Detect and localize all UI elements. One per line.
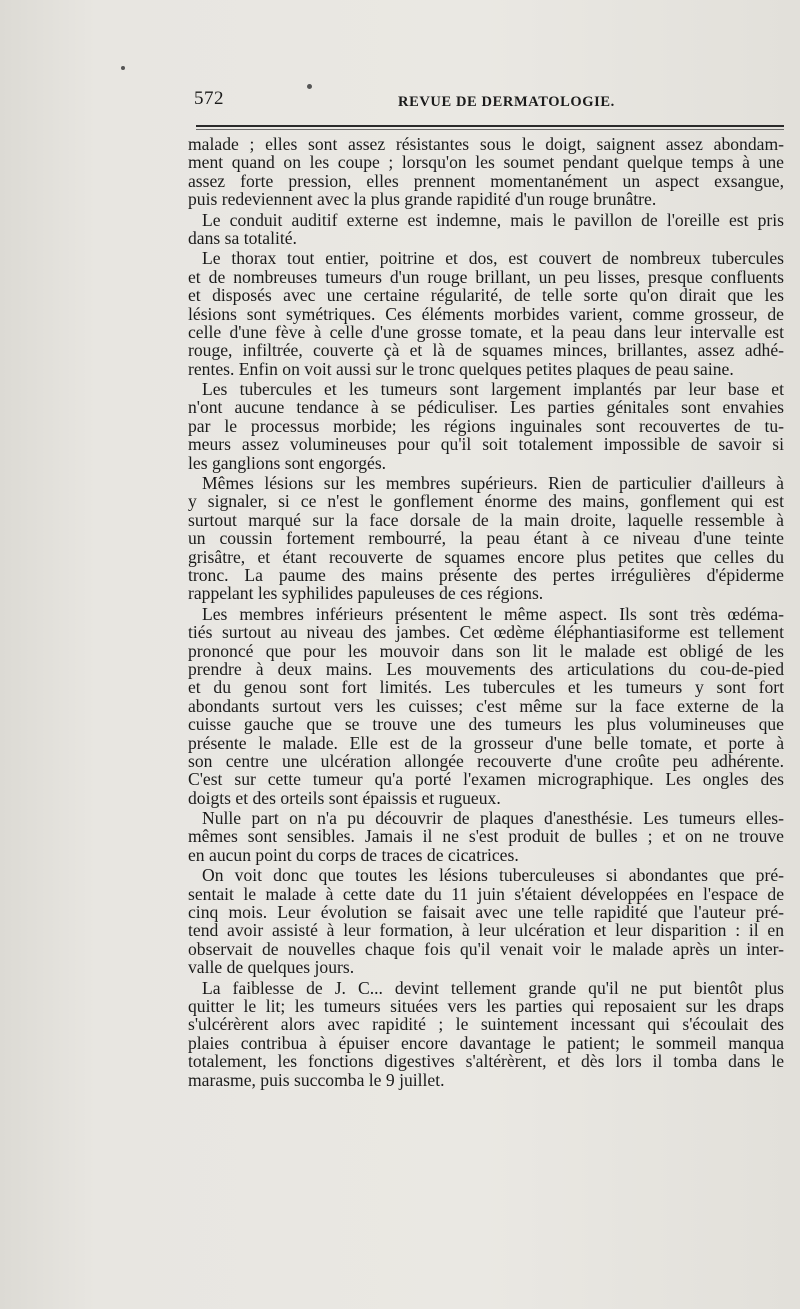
text-line: et disposés avec une certaine régularité, de telle sorte qu'on dirait que les [188, 285, 784, 306]
text-line: C'est sur cette tumeur qu'a porté l'examen micrographique. Les ongles des [188, 769, 784, 790]
header-rule [196, 125, 784, 127]
text-line: tend avoir assisté à leur formation, à leur ulcération et leur disparition : il en [188, 920, 784, 941]
page-number: 572 [194, 88, 224, 109]
text-line: y signaler, si ce n'est le gonflement énorme des mains, gonflement qui est [188, 491, 784, 512]
text-line: et de nombreuses tumeurs d'un rouge brillant, un peu lisses, presque confluents [188, 266, 784, 287]
text-line: La faiblesse de J. C... devint tellement grande qu'il ne put bientôt plus [202, 977, 784, 998]
paragraph [188, 380, 784, 472]
text-line: doigts et des orteils sont épaissis et rugueux. [188, 787, 501, 808]
text-line: mêmes sont sensibles. Jamais il ne s'est produit de bulles ; et on ne trouve [188, 826, 784, 847]
text-line: puis redeviennent avec la plus grande rapidité d'un rouge brunâtre. [188, 189, 657, 210]
text-line: totalement, les fonctions digestives s'altérèrent, et dès lors il tomba dans le [188, 1051, 784, 1072]
text-line: un coussin fortement rembourré, la peau étant à ce niveau d'une teinte [188, 528, 784, 549]
paragraph [188, 249, 784, 378]
page-header [0, 88, 800, 118]
body-text [188, 135, 784, 1089]
text-line: rentes. Enfin on voit aussi sur le tronc quelques petites plaques de peau saine. [188, 358, 734, 379]
paragraph [188, 474, 784, 603]
text-line: rouge, infiltrée, couverte çà et là de squames minces, brillantes, assez adhé- [188, 340, 784, 361]
ink-speck [121, 66, 125, 70]
text-line: Les tubercules et les tumeurs sont largement implantés par leur base et [202, 379, 784, 400]
paragraph [188, 866, 784, 976]
text-line: celle d'une fève à celle d'une grosse tomate, et la peau dans leur intervalle est [188, 321, 784, 342]
paragraph [188, 605, 784, 807]
text-line: malade ; elles sont assez résistantes sous le doigt, saignent assez abondam- [188, 134, 784, 154]
text-line: rappelant les syphilides papuleuses de ces régions. [188, 583, 544, 604]
text-line: s'ulcérèrent alors avec rapidité ; le suintement incessant qui s'écoulait des [188, 1014, 784, 1035]
text-line: par le processus morbide; les régions inguinales sont recouvertes de tu- [188, 415, 784, 436]
text-line: cuisse gauche que se trouve une des tumeurs les plus volumineuses que [188, 714, 784, 735]
text-line: tiés surtout au niveau des jambes. Cet œdème éléphantiasiforme est tellement [188, 622, 784, 643]
text-line: son centre une ulcération allongée recouverte d'une croûte peu adhérente. [188, 750, 784, 771]
text-line: valle de quelques jours. [188, 957, 355, 978]
text-line: lésions sont symétriques. Ces éléments morbides varient, comme grosseur, de [188, 303, 784, 324]
text-line: Le conduit auditif externe est indemne, mais le pavillon de l'oreille est pris [202, 209, 784, 230]
running-head: REVUE DE DERMATOLOGIE. [398, 94, 615, 110]
text-line: abondants surtout vers les cuisses; c'est même sur la face externe de la [188, 695, 784, 716]
text-line: Nulle part on n'a pu découvrir de plaques d'anesthésie. Les tumeurs elles- [202, 808, 784, 829]
text-line: Les membres inférieurs présentent le même aspect. Ils sont très œdéma- [202, 603, 784, 624]
text-line: Mêmes lésions sur les membres supérieurs. Rien de particulier d'ailleurs à [202, 473, 784, 494]
header-rule-thin [196, 129, 784, 130]
paragraph [188, 979, 784, 1089]
text-line: meurs assez volumineuses pour qu'il soit totalement impossible de savoir si [188, 434, 784, 455]
text-line: ment quand on les coupe ; lorsqu'on les soumet pendant quelque temps à une [188, 152, 784, 173]
text-line: prendre à deux mains. Les mouvements des articulations du cou-de-pied [188, 658, 784, 679]
text-line: tronc. La paume des mains présente des pertes irrégulières d'épiderme [188, 564, 784, 585]
text-line: n'ont aucune tendance à se pédiculiser. Les parties génitales sont envahies [188, 397, 784, 418]
text-line: cinq mois. Leur évolution se faisait avec une telle rapidité que l'auteur pré- [188, 902, 784, 923]
text-line: présente le malade. Elle est de la grosseur d'une belle tomate, et porte à [188, 732, 784, 753]
paragraph [188, 211, 784, 248]
text-line: les ganglions sont engorgés. [188, 452, 387, 473]
text-line: en aucun point du corps de traces de cicatrices. [188, 844, 519, 865]
paragraph [188, 809, 784, 864]
text-line: dans sa totalité. [188, 227, 297, 248]
text-line: marasme, puis succomba le 9 juillet. [188, 1069, 445, 1090]
text-line: assez forte pression, elles prennent momentanément un aspect exsangue, [188, 170, 784, 191]
text-line: surtout marqué sur la face dorsale de la main droite, laquelle ressemble à [188, 509, 784, 530]
text-line: sentait le malade à cette date du 11 juin s'étaient développées en l'espace de [188, 883, 784, 904]
text-line: prononcé que pour les mouvoir dans son lit le malade est obligé de les [188, 640, 784, 661]
text-line: observait de nouvelles chaque fois qu'il venait voir le malade après un inter- [188, 938, 784, 959]
text-line: et du genou sont fort limités. Les tubercules et les tumeurs y sont fort [188, 677, 784, 698]
paragraph [188, 135, 784, 209]
text-line: quitter le lit; les tumeurs situées vers les parties qui reposaient sur les draps [188, 995, 784, 1016]
text-line: plaies contribua à épuiser encore davantage le patient; le sommeil manqua [188, 1032, 784, 1053]
text-line: grisâtre, et étant recouverte de squames encore plus petites que celles du [188, 546, 784, 567]
text-line: Le thorax tout entier, poitrine et dos, est couvert de nombreux tubercules [202, 248, 784, 269]
text-line: On voit donc que toutes les lésions tuberculeuses si abondantes que pré- [202, 865, 784, 886]
